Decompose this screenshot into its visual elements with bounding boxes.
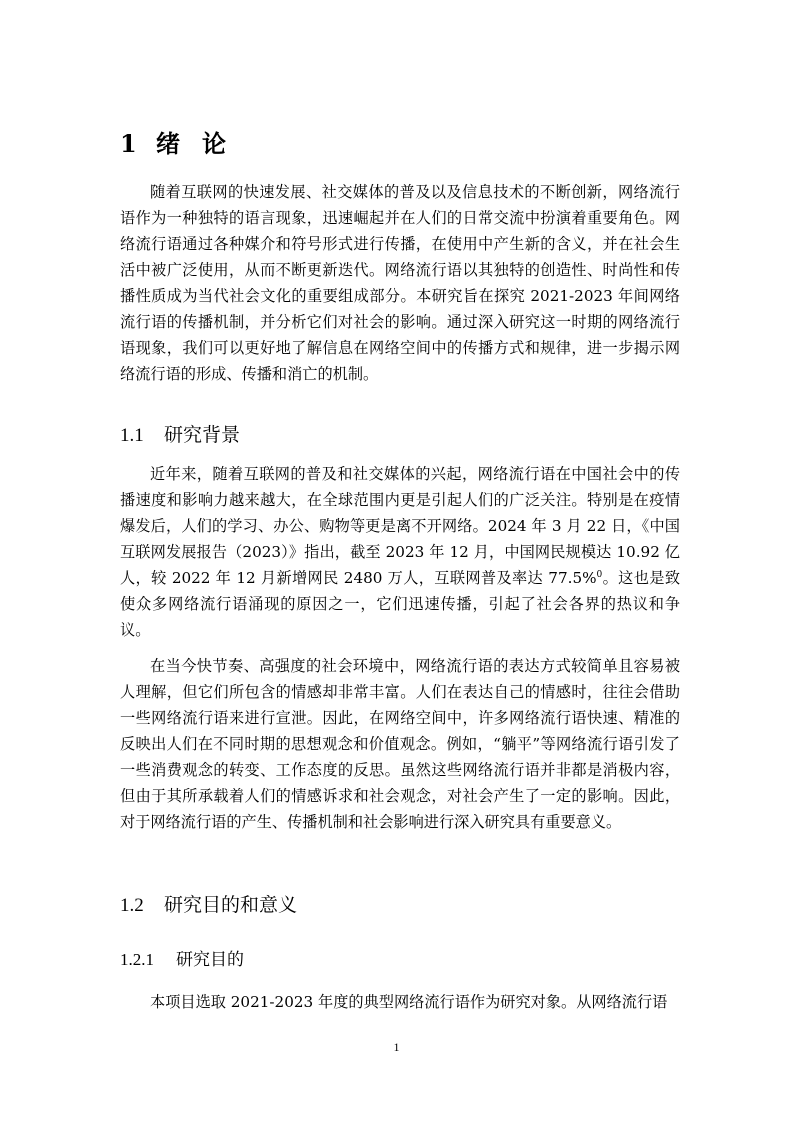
page-number: 1: [393, 1040, 400, 1054]
section-heading-1-1: [120, 420, 240, 447]
section-title: 研究背景: [164, 424, 241, 446]
chapter-heading: [120, 124, 226, 159]
purpose-paragraph: 本项目选取 2021-2023 年度的典型网络流行语作为研究对象。从网络流行语: [150, 993, 668, 1011]
paragraph-text: 近年来，随着互联网的普及和社交媒体的兴起，网络流行语在中国社会中的传播速度和影响力越来越大，在全球范围内更是引起人们的广泛关注。特别是在疫情爆发后，人们的学习、办公、购物等更是离不开网络。2024 年 3 月 22 日，《中国互联网发展报告（2023）》指出，截至 2023 年 12 月，中国网民规模达 10.92 亿人，较 2022 年 12 月新增网民 2480 万人，互联网普及率达 77.5%: [120, 465, 680, 587]
chapter-number: 1: [120, 129, 137, 158]
section-heading-1-2: [120, 890, 297, 917]
section-title: 研究目的和意义: [164, 894, 298, 916]
footnote-marker: 0: [596, 569, 603, 580]
background-paragraph-1: [120, 461, 680, 643]
section-number: 1.2: [120, 895, 144, 916]
subsection-heading-1-2-1: [120, 945, 244, 970]
chapter-title-char-1: 绪: [156, 129, 180, 158]
section-number: 1.1: [120, 425, 144, 446]
intro-paragraph: 随着互联网的快速发展、社交媒体的普及以及信息技术的不断创新，网络流行语作为一种独特的语言现象，迅速崛起并在人们的日常交流中扮演着重要角色。网络流行语通过各种媒介和符号形式进行传播，在使用中产生新的含义，并在社会生活中被广泛使用，从而不断更新迭代。网络流行语以其独特的创造性、时尚性和传播性质成为当代社会文化的重要组成部分。本研究旨在探究 2021-2023 年间网络流行语的传播机制，并分析它们对社会的影响。通过深入研究这一时期的网络流行语现象，我们可以更好地了解信息在网络空间中的传播方式和规律，进一步揭示网络流行语的形成、传播和消亡的机制。: [120, 183, 680, 383]
paragraph-text-continued: 。这也是致使众多网络流行语涌现的原因之一，它们迅速传播，引起了社会各界的热议和争议。: [120, 569, 681, 639]
subsection-title: 研究目的: [176, 950, 244, 970]
subsection-number: 1.2.1: [120, 950, 154, 969]
chapter-title-char-2: 论: [202, 129, 226, 158]
background-paragraph-2: 在当今快节奏、高强度的社会环境中，网络流行语的表达方式较简单且容易被人理解，但它们所包含的情感却非常丰富。人们在表达自己的情感时，往往会借助一些网络流行语来进行宣泄。因此，在网络空间中，许多网络流行语快速、精准的反映出人们在不同时期的思想观念和价值观念。例如，“躺平”等网络流行语引发了一些消费观念的转变、工作态度的反思。虽然这些网络流行语并非都是消极内容，但由于其所承载着人们的情感诉求和社会观念，对社会产生了一定的影响。因此，对于网络流行语的产生、传播机制和社会影响进行深入研究具有重要意义。: [120, 657, 680, 831]
